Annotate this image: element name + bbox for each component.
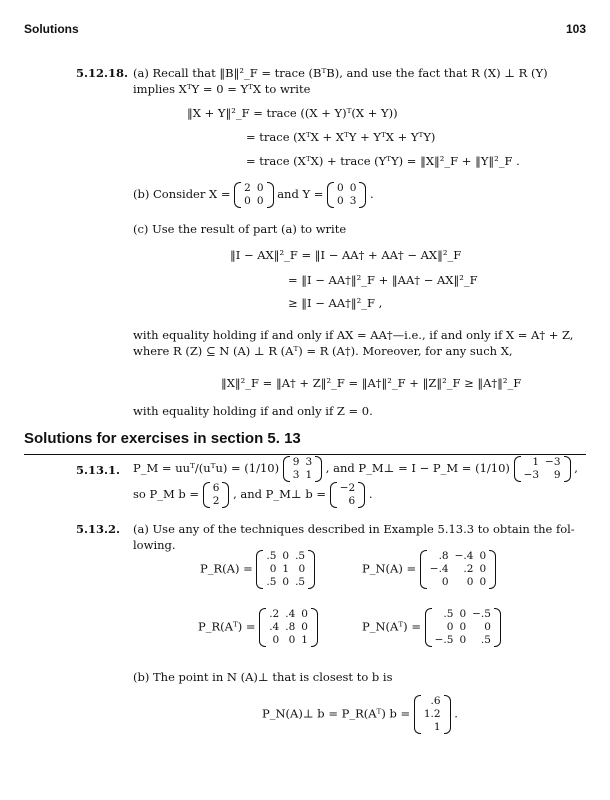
matrix-cell: 2 (212, 495, 220, 507)
matrix-cell: 0 (441, 576, 449, 588)
matrix-row (521, 456, 564, 469)
matrix-cell: 0 (484, 621, 491, 633)
matrix-cell: 2 (244, 182, 251, 194)
equation: = trace (XᵀX + XᵀY + YᵀX + YᵀY) (246, 130, 436, 144)
matrix-cell: −.4 (429, 563, 449, 575)
equation (198, 608, 318, 647)
matrix-row (263, 563, 308, 576)
matrix-cell: .5 (480, 634, 491, 646)
equation (262, 695, 458, 734)
text: , (574, 461, 578, 475)
text-line: (b) The point in N (A)⊥ that is closest to b is (133, 670, 393, 684)
equation (362, 550, 496, 589)
matrix-cell: .4 (285, 608, 296, 620)
matrix-y (327, 182, 366, 208)
text: P_M = uuᵀ/(uᵀu) = (1/10) (133, 461, 280, 475)
text: P_R(A) = (200, 561, 253, 576)
equation: ≥ ‖I − AA†‖²_F , (288, 296, 383, 310)
matrix-cell: 0 (459, 621, 467, 633)
text-line: with equality holding if and only if Z = 0. (133, 404, 373, 418)
matrix-row (210, 495, 223, 508)
text: . (370, 187, 374, 201)
equation: ‖X‖²_F = ‖A† + Z‖²_F = ‖A†‖²_F + ‖Z‖²_F ≥ ‖A†‖²_F (221, 376, 522, 390)
text: P_N(A)⊥ b = P_R(Aᵀ) b = (262, 706, 411, 721)
matrix-cell: .8 (438, 550, 449, 562)
matrix-cell: −2 (339, 482, 356, 494)
text-line: (a) Use any of the techniques described in Example 5.13.3 to obtain the fol- (133, 522, 575, 536)
matrix-cell: 3 (292, 469, 300, 481)
text: , and P_M⊥ b = (233, 487, 327, 501)
text: and Y = (277, 187, 324, 201)
exercise-number: 5.13.1. (76, 463, 121, 477)
matrix-row (334, 195, 359, 208)
matrix-cell: .6 (430, 695, 441, 707)
matrix-row (432, 621, 494, 634)
matrix-cell: 0 (282, 576, 290, 588)
matrix-row (421, 695, 444, 708)
matrix (256, 550, 315, 589)
matrix-row (290, 456, 315, 469)
section-title: Solutions for exercises in section 5. 13 (24, 430, 586, 455)
matrix (259, 608, 318, 647)
text: so P_M b = (133, 487, 200, 501)
equation: ‖I − AX‖²_F = ‖I − AA† + AA† − AX‖²_F (230, 248, 462, 262)
text: P_N(A) = (362, 561, 417, 576)
matrix-cell: 0 (466, 576, 474, 588)
matrix (425, 608, 501, 647)
matrix-cell: −3 (523, 469, 540, 481)
page-number: 103 (565, 22, 586, 36)
matrix-cell: .2 (269, 608, 280, 620)
text: . (368, 487, 373, 501)
matrix-cell: .8 (285, 621, 296, 633)
matrix-cell: 0 (301, 608, 308, 620)
matrix-row (427, 563, 489, 576)
matrix-cell: 0 (459, 608, 467, 620)
matrix-row (266, 608, 311, 621)
text-line: (c) Use the result of part (a) to write (133, 222, 347, 236)
matrix (514, 456, 571, 482)
matrix-cell: −3 (545, 456, 561, 468)
text: (b) Consider X = (133, 187, 231, 201)
matrix-cell: 0 (244, 195, 251, 207)
matrix-cell: 1 (282, 563, 290, 575)
text-line: where R (Z) ⊆ N (A) ⊥ R (Aᵀ) = R (A†). Moreover, for any such X, (133, 344, 513, 358)
matrix-cell: 0 (479, 563, 487, 575)
matrix-row (421, 721, 444, 734)
matrix-cell: .5 (295, 576, 306, 588)
text: . (454, 706, 458, 721)
matrix-cell: .5 (266, 576, 277, 588)
matrix-cell: 6 (212, 482, 220, 494)
equation: ‖X + Y‖²_F = trace ((X + Y)ᵀ(X + Y)) (187, 106, 398, 120)
header-left: Solutions (24, 22, 79, 36)
matrix-cell: 0 (479, 550, 487, 562)
matrix-row (334, 182, 359, 195)
matrix-cell: 0 (288, 634, 296, 646)
running-header (24, 22, 586, 38)
matrix-cell: 3 (349, 195, 357, 207)
matrix-row (337, 495, 358, 508)
equation: = trace (XᵀX) + trace (YᵀY) = ‖X‖²_F + ‖Y‖²_F . (246, 154, 520, 168)
matrix-cell: 0 (272, 634, 280, 646)
matrix-row (241, 182, 266, 195)
matrix-cell: 1 (305, 469, 313, 481)
matrix-row (521, 469, 564, 482)
matrix-cell: 6 (348, 495, 356, 507)
equation: = ‖I − AA†‖²_F + ‖AA† − AX‖²_F (288, 273, 478, 287)
matrix-cell: 0 (269, 563, 277, 575)
matrix-cell: 3 (305, 456, 313, 468)
text: , and P_M⊥ = I − P_M = (1/10) (325, 461, 510, 475)
matrix-row (241, 195, 266, 208)
matrix-cell: 0 (479, 576, 487, 588)
equation (133, 456, 578, 482)
text-line: implies XᵀY = 0 = YᵀX to write (133, 82, 311, 96)
matrix-cell: 0 (301, 621, 308, 633)
matrix-cell: 9 (553, 469, 561, 481)
matrix-row (266, 634, 311, 647)
equation (362, 608, 501, 647)
matrix-cell: .4 (269, 621, 280, 633)
equation (200, 550, 315, 589)
matrix-row (263, 576, 308, 589)
matrix-cell: .5 (295, 550, 306, 562)
matrix-cell: 1 (433, 721, 441, 733)
matrix (420, 550, 496, 589)
matrix-row (210, 482, 223, 495)
matrix-row (266, 621, 311, 634)
text: P_R(Aᵀ) = (198, 619, 256, 634)
exercise-number: 5.12.18. (76, 66, 129, 80)
matrix-row (421, 708, 444, 721)
matrix-cell: 0 (459, 634, 467, 646)
exercise-number: 5.13.2. (76, 522, 121, 536)
matrix-cell: .5 (266, 550, 277, 562)
equation (133, 482, 373, 508)
matrix-row (432, 608, 494, 621)
matrix-cell: 0 (256, 195, 264, 207)
matrix-cell: 0 (282, 550, 290, 562)
matrix-cell: 1 (301, 634, 308, 646)
text: P_N(Aᵀ) = (362, 619, 421, 634)
vector (414, 695, 451, 734)
matrix-cell: −.4 (454, 550, 474, 562)
matrix-row (337, 482, 358, 495)
matrix-row (432, 634, 494, 647)
matrix-cell: 0 (337, 195, 344, 207)
matrix-row (290, 469, 315, 482)
matrix-cell: 0 (298, 563, 306, 575)
vector (330, 482, 365, 508)
text-line: with equality holding if and only if AX = AA†—i.e., if and only if X = A† + Z, (133, 328, 574, 342)
part-b (133, 182, 374, 208)
matrix-row (263, 550, 308, 563)
matrix-cell: 0 (349, 182, 357, 194)
matrix-cell: 0 (256, 182, 264, 194)
matrix (283, 456, 322, 482)
matrix-row (427, 576, 489, 589)
matrix-cell: 1 (532, 456, 540, 468)
matrix-row (427, 550, 489, 563)
vector (203, 482, 230, 508)
matrix-cell: −.5 (472, 608, 491, 620)
matrix-cell: 0 (446, 621, 454, 633)
matrix-cell: .5 (443, 608, 454, 620)
matrix-x (234, 182, 273, 208)
text-line: (a) Recall that ‖B‖²_F = trace (BᵀB), and use the fact that R (X) ⊥ R (Y) (133, 66, 548, 80)
matrix-cell: 1.2 (423, 708, 441, 720)
matrix-cell: −.5 (434, 634, 454, 646)
matrix-cell: 0 (337, 182, 344, 194)
text-line: lowing. (133, 538, 176, 552)
matrix-cell: 9 (292, 456, 300, 468)
matrix-cell: .2 (463, 563, 474, 575)
